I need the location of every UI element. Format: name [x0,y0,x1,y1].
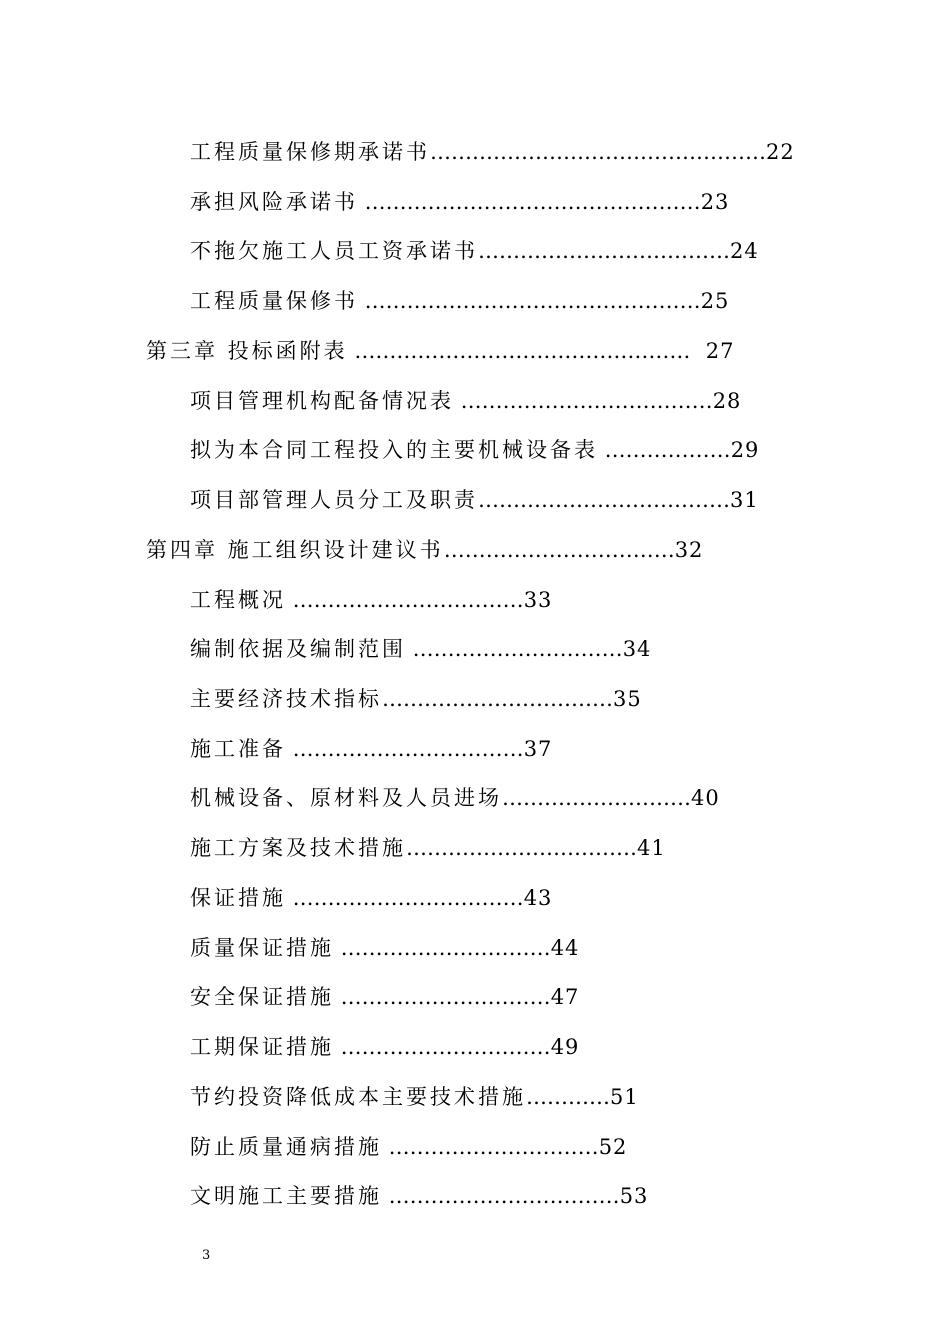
toc-entry-leader: ……………… [598,438,731,462]
toc-entry [190,1082,639,1112]
toc-entry-leader: …………………………… [406,836,637,860]
toc-entry-leader: …………………………… [443,538,675,562]
toc-entry-title: 第三章 投标函附表 [146,339,348,363]
toc-entry [190,585,552,615]
toc-entry-page: 44 [550,936,580,960]
toc-entry-title: 拟为本合同工程投入的主要机械设备表 [190,438,598,462]
toc-entry-page: 28 [712,389,742,413]
toc-entry-title: 工程质量保修书 [190,289,358,313]
toc-entry-page: 49 [550,1035,580,1059]
toc-entry [190,982,579,1012]
toc-entry-title: 不拖欠施工人员工资承诺书 [190,239,478,263]
toc-entry-page: 34 [622,637,652,661]
toc-entry [190,684,642,714]
toc-entry-leader: ………………………………………… [358,289,701,313]
toc-entry-leader: ……………………… [502,786,691,810]
toc-entry-leader: ……………………………… [478,488,730,512]
toc-entry [190,1132,627,1162]
toc-entry-page: 40 [691,786,720,810]
toc-entry [190,1181,648,1211]
toc-entry-title: 项目管理机构配备情况表 [190,389,454,413]
toc-entry-leader: ……………………………… [478,239,730,263]
page-number: 3 [202,1248,211,1263]
toc-entry-leader: ………………………………………… [430,140,766,164]
toc-entry-title: 文明施工主要措施 [190,1184,382,1208]
toc-entry-leader: ………………………………………… [347,339,691,363]
toc-chapter-entry [146,336,734,366]
toc-entry [190,933,579,963]
toc-entry-title: 节约投资降低成本主要技术措施 [190,1085,526,1109]
toc-entry-page: 51 [610,1085,639,1109]
toc-entry-page: 33 [523,588,553,612]
toc-entry-leader: ………………………… [406,637,623,661]
toc-entry [190,236,759,266]
toc-entry [190,187,729,217]
toc-entry-title: 保证措施 [190,886,286,910]
toc-entry-title: 施工准备 [190,737,286,761]
toc-entry-leader: …………………………… [286,588,524,612]
toc-entry-leader: ……………………………… [454,389,713,413]
toc-entry-leader: ………… [526,1085,610,1109]
toc-entry-page: 24 [730,239,759,263]
toc-entry [190,833,666,863]
toc-entry-page: 43 [523,886,553,910]
toc-entry-title: 工程质量保修期承诺书 [190,140,430,164]
toc-entry-page: 23 [700,190,730,214]
toc-entry-title: 编制依据及编制范围 [190,637,406,661]
toc-entry-page: 25 [700,289,730,313]
toc-entry [190,137,795,167]
toc-entry [190,634,651,664]
toc-entry-leader: …………………………… [286,886,524,910]
toc-entry [190,883,552,913]
toc-entry-title: 质量保证措施 [190,936,334,960]
toc-entry-title: 安全保证措施 [190,985,334,1009]
toc-entry-leader: ………………………………………… [358,190,701,214]
toc-entry-page: 41 [637,836,666,860]
toc-entry [190,435,759,465]
toc-entry [190,1032,579,1062]
toc-entry-page: 29 [730,438,760,462]
toc-entry-leader: …………………………… [286,737,524,761]
toc-entry-page: 52 [598,1135,628,1159]
toc-entry-title: 第四章 施工组织设计建议书 [146,538,444,562]
toc-entry-page: 37 [523,737,553,761]
toc-entry-title: 工程概况 [190,588,286,612]
toc-entry-leader: ………………………… [382,1135,599,1159]
toc-entry-title: 工期保证措施 [190,1035,334,1059]
toc-entry-title: 项目部管理人员分工及职责 [190,488,478,512]
toc-entry-title: 机械设备、原材料及人员进场 [190,786,502,810]
toc-entry-page: 53 [619,1184,649,1208]
toc-entry-page: 27 [690,339,735,363]
toc-entry [190,734,552,764]
toc-entry-page: 47 [550,985,580,1009]
toc-entry-leader: ………………………… [334,985,551,1009]
toc-entry-page: 35 [613,687,642,711]
toc-entry [190,485,759,515]
toc-entry-title: 施工方案及技术措施 [190,836,406,860]
toc-entry-leader: ………………………… [334,1035,551,1059]
toc-entry-leader: ………………………… [334,936,551,960]
toc-entry [190,386,741,416]
toc-entry-page: 32 [674,538,704,562]
toc-entry [190,286,729,316]
toc-entry-title: 主要经济技术指标 [190,687,382,711]
toc-entry-title: 防止质量通病措施 [190,1135,382,1159]
toc-chapter-entry [146,535,703,565]
toc-entry [190,783,720,813]
toc-entry-title: 承担风险承诺书 [190,190,358,214]
toc-entry-page: 31 [730,488,759,512]
toc-entry-leader: …………………………… [382,1184,620,1208]
toc-entry-leader: …………………………… [382,687,613,711]
toc-entry-page: 22 [766,140,795,164]
